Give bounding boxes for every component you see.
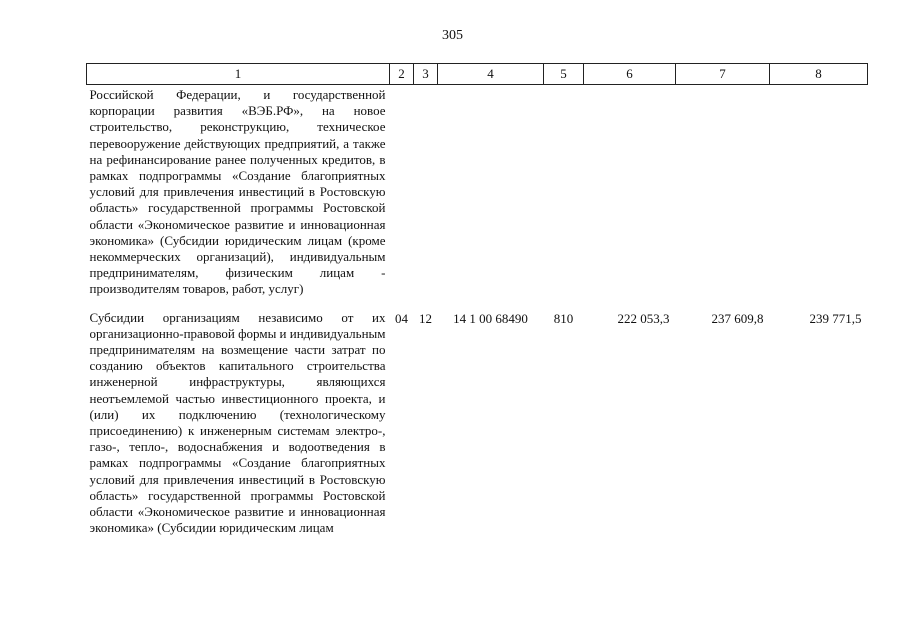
row-description: Субсидии организациям независимо от их организационно-правовой формы и индивидуальным предпринимателям на возмещение части затрат по созданию объектов капитального строительства инженерной инфраструктуры, являющихся неотъемлемой частью инвестиционного проекта, и (или) их подключению (технологическому присоединению) к инженерным системам электро-, газо-, тепло-, водоснабжения и водоотведения в рамках подпрограммы «Создание благоприятных условий для привлечения инвестиций в Ростовскую область» государственной программы Ростовской области «Экономическое развитие и инновационная экономика» (Субсидии юридическим лицам <box>89 309 386 536</box>
row-section-code <box>390 85 414 308</box>
column-header-2: 2 <box>390 64 414 85</box>
row-amount-2 <box>676 85 770 308</box>
budget-table <box>86 63 868 536</box>
column-header-4: 4 <box>438 64 544 85</box>
row-subsection-code: 12 <box>419 310 432 326</box>
row-amount-1 <box>584 85 676 308</box>
row-expense-type: 810 <box>553 310 574 326</box>
row-amount-3: 239 771,5 <box>809 310 862 326</box>
column-header-8: 8 <box>770 64 868 85</box>
row-subsection-code <box>414 85 438 308</box>
row-target-article: 14 1 00 68490 <box>453 310 528 326</box>
row-target-article <box>438 85 544 308</box>
row-amount-2: 237 609,8 <box>711 310 764 326</box>
column-header-1: 1 <box>87 64 390 85</box>
page-number: 305 <box>442 28 463 43</box>
column-header-5: 5 <box>544 64 584 85</box>
table-row <box>87 308 868 537</box>
row-amount-1: 222 053,3 <box>617 310 670 326</box>
row-section-code: 04 <box>395 310 408 326</box>
row-amount-3 <box>770 85 868 308</box>
row-description: Российской Федерации, и государственной корпорации развития «ВЭБ.РФ», на новое строительство, реконструкцию, техническое перевооружение действующих предприятий, а также на рефинансирование ранее полученных кредитов, в рамках подпрограммы «Создание благоприятных условий для привлечения инвестиций в Ростовскую область» государственной программы Ростовской области «Экономическое развитие и инновационная экономика» (Субсидии юридическим лицам (кроме некоммерческих организаций), индивидуальным предпринимателям, физическим лицам - производителям товаров, работ, услуг) <box>89 87 386 297</box>
column-header-7: 7 <box>676 64 770 85</box>
column-header-6: 6 <box>584 64 676 85</box>
table-header-row <box>87 64 868 85</box>
column-header-3: 3 <box>414 64 438 85</box>
table-row <box>87 85 868 308</box>
row-expense-type <box>544 85 584 308</box>
